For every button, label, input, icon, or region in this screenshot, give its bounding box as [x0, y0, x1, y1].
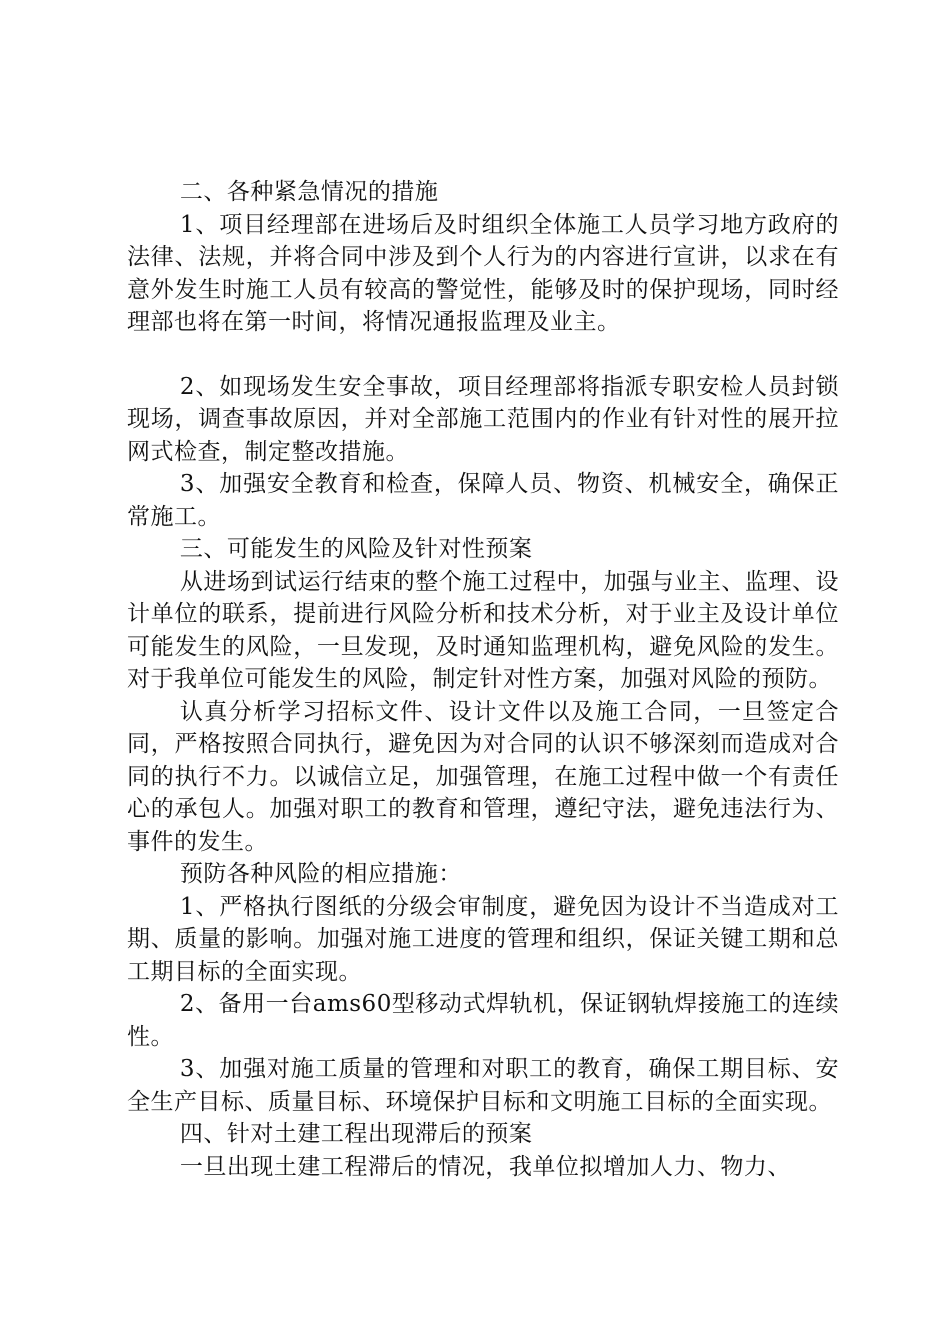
section-heading-risk-plan: 三、可能发生的风险及针对性预案	[179, 536, 533, 562]
document-body	[127, 176, 839, 1183]
subheading-risk-measures: 预防各种风险的相应措施：	[179, 861, 462, 887]
paragraph-delay-plan: 一旦出现土建工程滞后的情况，我单位拟增加人力、物力、	[179, 1153, 791, 1180]
paragraph-contract-analysis: 认真分析学习招标文件、设计文件以及施工合同，一旦签定合同，严格按照合同执行，避免因为对合同的认识不够深刻而造成对合同的执行不力。以诚信立足，加强管理，在施工过程中做一个有责任心的承包人。加强对职工的教育和管理，遵纪守法，避免违法行为、事件的发生。	[127, 698, 839, 855]
paragraph-risk-measure-2: 2、备用一台ams60型移动式焊轨机，保证钢轨焊接施工的连续性。	[127, 991, 839, 1050]
section-heading-emergency-measures: 二、各种紧急情况的措施	[179, 179, 439, 205]
section-heading-delay-plan: 四、针对土建工程出现滞后的预案	[179, 1121, 533, 1147]
paragraph-risk-measure-1: 1、严格执行图纸的分级会审制度，避免因为设计不当造成对工期、质量的影响。加强对施工进度的管理和组织，保证关键工期和总工期目标的全面实现。	[127, 893, 839, 985]
paragraph-measure-2: 2、如现场发生安全事故，项目经理部将指派专职安检人员封锁现场，调查事故原因，并对全部施工范围内的作业有针对性的展开拉网式检查，制定整改措施。	[127, 373, 839, 465]
paragraph-risk-intro: 从进场到试运行结束的整个施工过程中，加强与业主、监理、设计单位的联系，提前进行风险分析和技术分析，对于业主及设计单位可能发生的风险，一旦发现，及时通知监理机构，避免风险的发生。对于我单位可能发生的风险，制定针对性方案，加强对风险的预防。	[127, 568, 839, 692]
paragraph-measure-1: 1、项目经理部在进场后及时组织全体施工人员学习地方政府的法律、法规，并将合同中涉及到个人行为的内容进行宣讲，以求在有意外发生时施工人员有较高的警觉性，能够及时的保护现场，同时经理部也将在第一时间，将情况通报监理及业主。	[127, 211, 839, 335]
paragraph-measure-3: 3、加强安全教育和检查，保障人员、物资、机械安全，确保正常施工。	[127, 471, 839, 530]
paragraph-risk-measure-3: 3、加强对施工质量的管理和对职工的教育，确保工期目标、安全生产目标、质量目标、环境保护目标和文明施工目标的全面实现。	[127, 1056, 839, 1115]
